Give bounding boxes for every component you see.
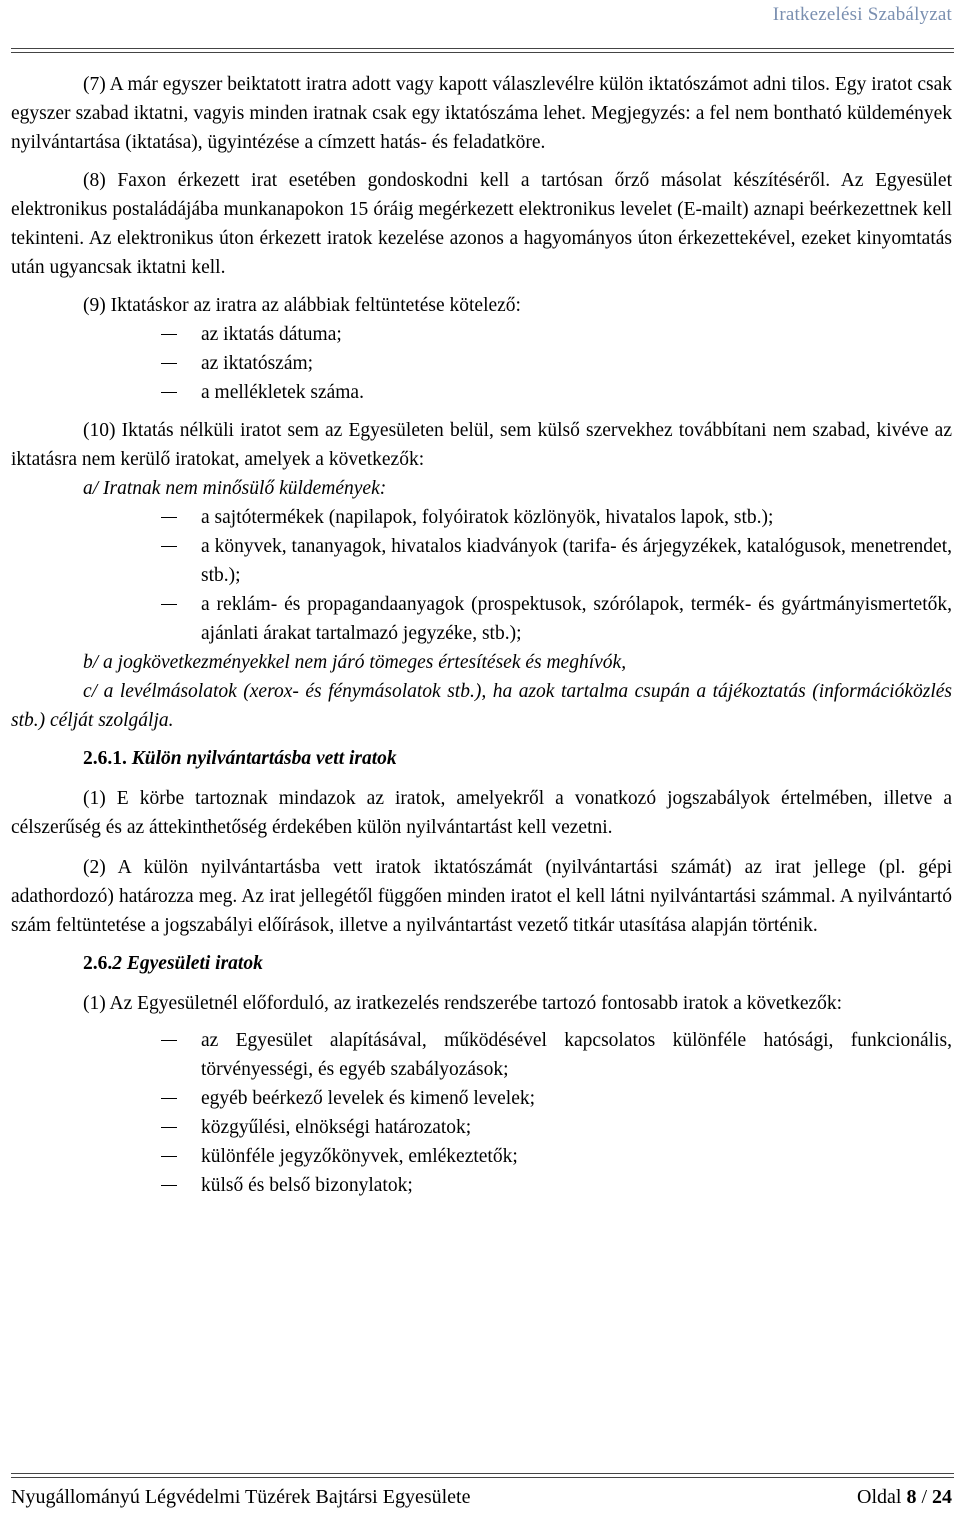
paragraph-10b: b/ a jogkövetkezményekkel nem járó tömeges értesítések és meghívók,: [83, 652, 627, 673]
section-number: 2.6.1.: [83, 748, 127, 769]
paragraph-e1: (1) Az Egyesületnél előforduló, az iratkezelés rendszerébe tartozó fontosabb iratok a következők:: [83, 993, 843, 1014]
header-title: Iratkezelési Szabályzat: [772, 4, 952, 25]
section-number: 2.6.: [83, 953, 113, 974]
paragraph-s2: (2) A külön nyilvántartásba vett iratok iktatószámát (nyilvántartási számát) az irat jellege (pl. gépi adathordozó) határozza meg. Az irat jellegétől függően minden iratot el kell látni nyilvántartási számmal. A nyilvántartó szám feltüntetése a jogszabályi előírások, illetve a nyilvántartást vezető titkár utasítása alapján történik.: [11, 857, 952, 936]
paragraph-10a: a/ Iratnak nem minősülő küldemények:: [83, 478, 387, 499]
paragraph-10: (10) Iktatás nélküli iratot sem az Egyesületen belül, sem külső szervekhez továbbítani nem szabad, kivéve az iktatásra nem kerülő iratokat, amelyek a következők:: [11, 420, 952, 470]
paragraph-8: (8) Faxon érkezett irat esetében gondoskodni kell a tartósan őrző másolat készítéséről. Az Egyesület elektronikus postaládájába munkanapokon 15 óráig megérkezett elektronikus levelet (E-mailt) aznapi beérkezettnek kell tekinteni. Az elektronikus úton érkezett iratok kezelése azonos a hagyományos úton érkezettekével, ezeket kinyomtatás után ugyancsak iktatni kell.: [11, 170, 952, 278]
list-item: külső és belső bizonylatok;: [201, 1171, 952, 1200]
page-label: Oldal: [857, 1486, 902, 1508]
header-rule: [11, 48, 954, 49]
page-total: 24: [932, 1486, 952, 1508]
section-title: 2 Egyesületi iratok: [112, 953, 263, 974]
header-rule-secondary: [11, 52, 954, 53]
section-heading-2-6-1: [11, 744, 952, 773]
paragraph-9: (9) Iktatáskor az iratra az alábbiak feltüntetése kötelező:: [83, 295, 521, 316]
list-item: a mellékletek száma.: [201, 378, 952, 407]
list-item: különféle jegyzőkönyvek, emlékeztetők;: [201, 1142, 952, 1171]
page-current: 8: [906, 1486, 917, 1508]
list-nem-irat: [11, 503, 952, 648]
list-egyesuleti-iratok: [11, 1026, 952, 1200]
footer-rule: [11, 1473, 954, 1474]
paragraph-s1: (1) E körbe tartoznak mindazok az iratok, amelyekről a vonatkozó jogszabályok értelmében, illetve a célszerűség és az áttekinthetőség érdekében külön nyilvántartást kell vezetni.: [11, 788, 952, 838]
list-item: az iktatás dátuma;: [201, 320, 952, 349]
page-separator: /: [916, 1486, 932, 1508]
document-body: [11, 70, 952, 1200]
page-number: [857, 1486, 952, 1509]
footer-rule-secondary: [11, 1477, 954, 1478]
list-item: az iktatószám;: [201, 349, 952, 378]
list-item: a sajtótermékek (napilapok, folyóiratok közlönyök, hivatalos lapok, stb.);: [201, 503, 952, 532]
list-item: a reklám- és propagandaanyagok (prospektusok, szórólapok, termék- és gyártmányismertetők, ajánlati árakat tartalmazó jegyzéke, stb.);: [201, 590, 952, 648]
paragraph-7: (7) A már egyszer beiktatott iratra adott vagy kapott válaszlevélre külön iktatószámot adni tilos. Egy iratot csak egyszer szabad iktatni, vagyis minden iratnak csak egy iktatószáma lehet. Megjegyzés: a fel nem bontható küldemények nyilvántartása (iktatása), ügyintézése a címzett hatás- és feladatköre.: [11, 74, 952, 153]
paragraph-10c: c/ a levélmásolatok (xerox- és fénymásolatok stb.), ha azok tartalma csupán a tájékoztatás (információközlés stb.) célját szolgálja.: [11, 681, 952, 731]
list-iktatas-items: [11, 320, 952, 407]
list-item: a könyvek, tananyagok, hivatalos kiadványok (tarifa- és árjegyzékek, katalógusok, menetrendet, stb.);: [201, 532, 952, 590]
footer-organization: Nyugállományú Légvédelmi Tüzérek Bajtársi Egyesülete: [11, 1486, 471, 1508]
section-heading-2-6-2: [11, 949, 952, 978]
section-title: Külön nyilvántartásba vett iratok: [131, 748, 397, 769]
list-item: az Egyesület alapításával, működésével kapcsolatos különféle hatósági, funkcionális, törvényességi, és egyéb szabályozások;: [201, 1026, 952, 1084]
list-item: egyéb beérkező levelek és kimenő levelek;: [201, 1084, 952, 1113]
list-item: közgyűlési, elnökségi határozatok;: [201, 1113, 952, 1142]
